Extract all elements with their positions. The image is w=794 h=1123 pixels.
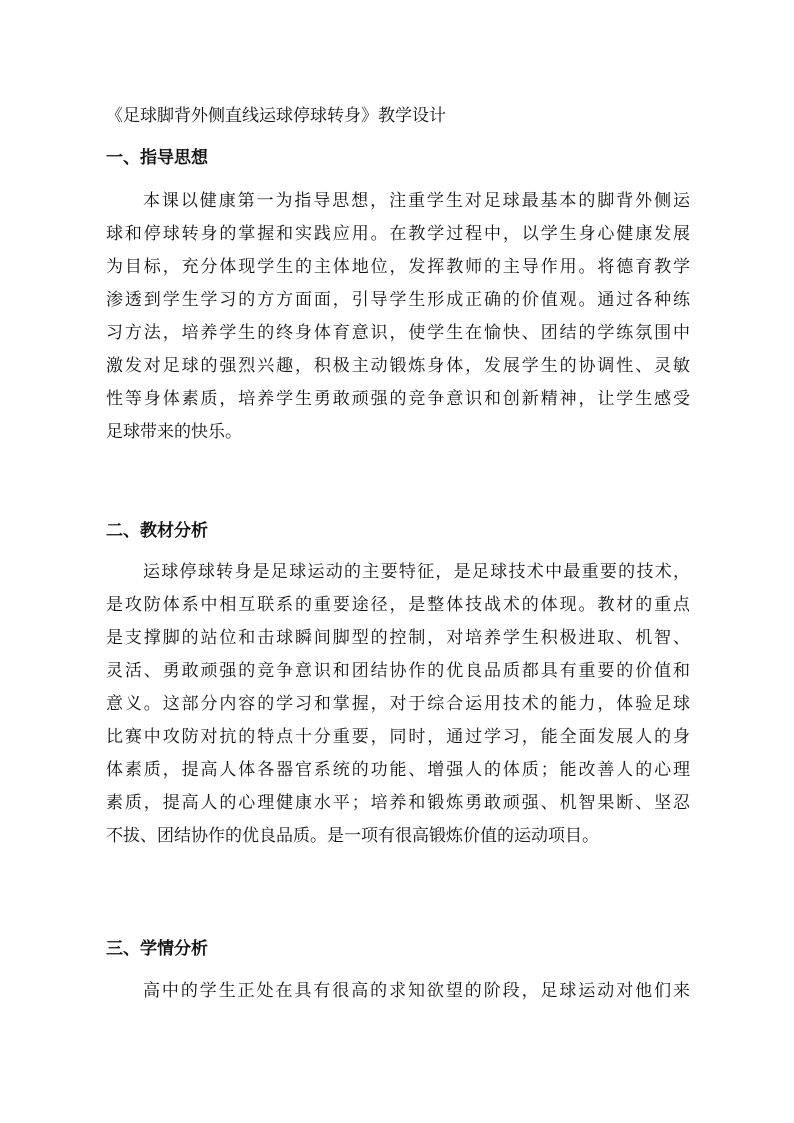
paragraph-line: 灵活、勇敢顽强的竞争意识和团结协作的优良品质都具有重要的价值和 — [106, 661, 690, 681]
section-paragraph-guiding-ideology — [106, 189, 690, 453]
paragraph-line: 足球带来的快乐。 — [106, 422, 242, 442]
section-paragraph-student-analysis — [106, 979, 690, 1012]
paragraph-line: 球和停球转身的掌握和实践应用。在教学过程中，以学生身心健康发展 — [106, 224, 690, 244]
paragraph-line: 习方法，培养学生的终身体育意识，使学生在愉快、团结的学练氛围中 — [106, 323, 690, 343]
paragraph-line: 是支撑脚的站位和击球瞬间脚型的控制，对培养学生积极进取、机智、 — [106, 628, 690, 648]
section-heading-student-analysis: 三、学情分析 — [106, 939, 208, 959]
paragraph-line: 素质，提高人的心理健康水平；培养和锻炼勇敢顽强、机智果断、坚忍 — [106, 793, 690, 813]
document-title: 《足球脚背外侧直线运球停球转身》教学设计 — [106, 106, 446, 126]
paragraph-line: 为目标，充分体现学生的主体地位，发挥教师的主导作用。将德育教学 — [106, 257, 690, 277]
paragraph-line: 不拔、团结协作的优良品质。是一项有很高锻炼价值的运动项目。 — [106, 826, 599, 846]
paragraph-line: 性等身体素质，培养学生勇敢顽强的竞争意识和创新精神，让学生感受 — [106, 389, 690, 409]
paragraph-line: 体素质，提高人体各器官系统的功能、增强人的体质；能改善人的心理 — [106, 760, 690, 780]
paragraph-line: 运球停球转身是足球运动的主要特征，是足球技术中最重要的技术， — [143, 562, 690, 582]
paragraph-line: 比赛中攻防对抗的特点十分重要，同时，通过学习，能全面发展人的身 — [106, 727, 690, 747]
paragraph-line: 意义。这部分内容的学习和掌握，对于综合运用技术的能力，体验足球 — [106, 694, 690, 714]
section-paragraph-teaching-material-analysis — [106, 560, 690, 857]
paragraph-line: 渗透到学生学习的方方面面，引导学生形成正确的价值观。通过各种练 — [106, 290, 690, 310]
section-heading-teaching-material-analysis: 二、教材分析 — [106, 521, 208, 541]
paragraph-line: 本课以健康第一为指导思想，注重学生对足球最基本的脚背外侧运 — [143, 191, 690, 211]
paragraph-line: 是攻防体系中相互联系的重要途径，是整体技战术的体现。教材的重点 — [106, 595, 690, 615]
paragraph-line: 激发对足球的强烈兴趣，积极主动锻炼身体，发展学生的协调性、灵敏 — [106, 356, 690, 376]
section-heading-guiding-ideology: 一、指导思想 — [106, 148, 208, 168]
paragraph-line: 高中的学生正处在具有很高的求知欲望的阶段，足球运动对他们来 — [143, 981, 690, 1001]
